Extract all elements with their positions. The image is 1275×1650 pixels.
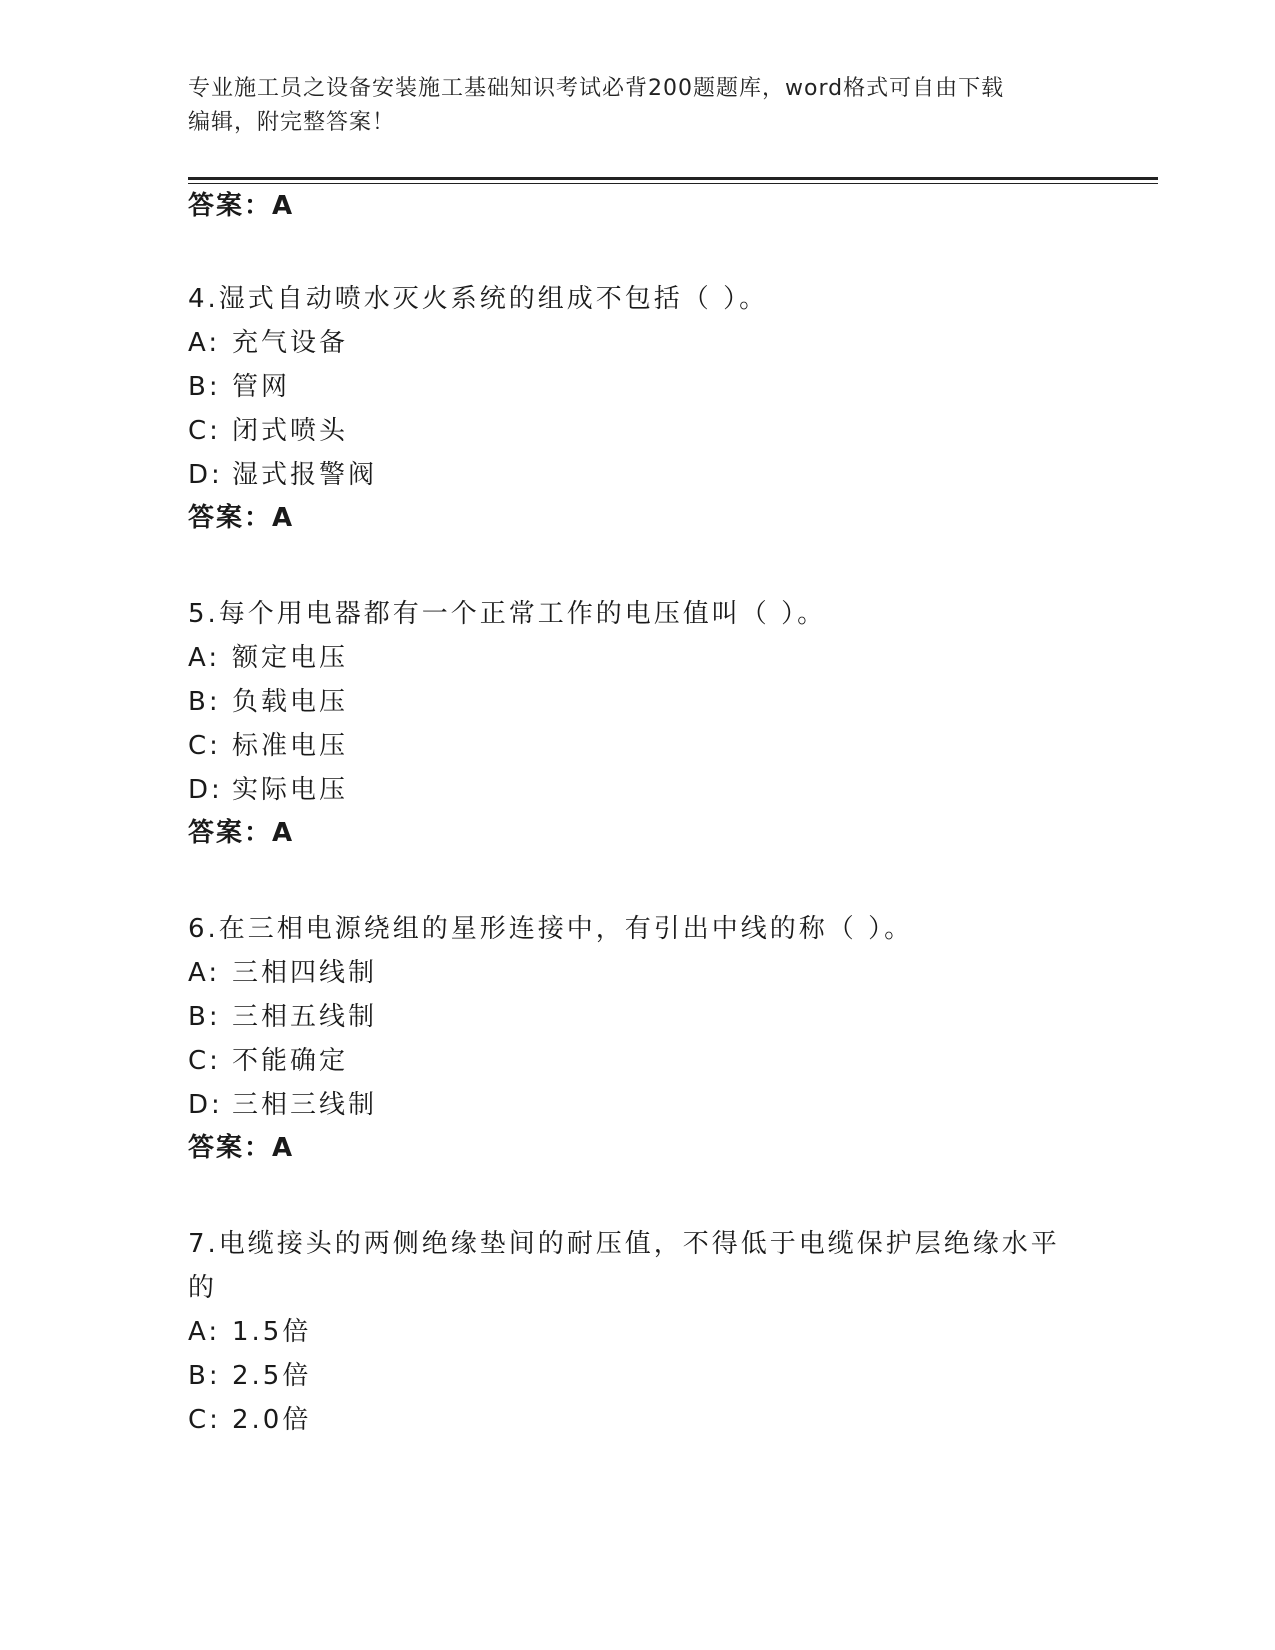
question-5-answer: 答案：A bbox=[188, 818, 295, 848]
option-key: A: bbox=[188, 958, 221, 988]
option-text: 2.5倍 bbox=[232, 1361, 312, 1391]
question-6-option-b bbox=[188, 999, 377, 1035]
question-6-option-d bbox=[188, 1087, 377, 1123]
question-6-answer: 答案：A bbox=[188, 1133, 295, 1163]
option-text: 标准电压 bbox=[232, 731, 349, 761]
header-title-line-2: 编辑，附完整答案！ bbox=[188, 110, 396, 135]
document-header bbox=[188, 72, 1068, 140]
option-key: B: bbox=[188, 372, 221, 402]
option-key: C: bbox=[188, 1046, 221, 1076]
question-4-option-d bbox=[188, 457, 377, 493]
previous-answer: 答案：A bbox=[188, 191, 295, 221]
option-text: 管网 bbox=[232, 372, 291, 402]
option-text: 实际电压 bbox=[232, 775, 349, 805]
question-5-stem: 5.每个用电器都有一个正常工作的电压值叫（ ）。 bbox=[188, 599, 827, 629]
question-7-option-a bbox=[188, 1314, 311, 1350]
question-4-option-b bbox=[188, 369, 290, 405]
option-text: 充气设备 bbox=[232, 328, 349, 358]
question-7-stem-line-1: 7.电缆接头的两侧绝缘垫间的耐压值，不得低于电缆保护层绝缘水平 bbox=[188, 1229, 1060, 1259]
question-4-stem: 4.湿式自动喷水灭火系统的组成不包括（ ）。 bbox=[188, 284, 769, 314]
question-6-stem: 6.在三相电源绕组的星形连接中，有引出中线的称（ ）。 bbox=[188, 914, 914, 944]
option-text: 1.5倍 bbox=[232, 1317, 312, 1347]
question-4-answer: 答案：A bbox=[188, 503, 295, 533]
header-title-line-1: 专业施工员之设备安装施工基础知识考试必背200题题库，word格式可自由下载 bbox=[188, 76, 1005, 101]
option-text: 闭式喷头 bbox=[232, 416, 349, 446]
question-5-option-a bbox=[188, 640, 348, 676]
question-6-option-c bbox=[188, 1043, 348, 1079]
question-5-option-c bbox=[188, 728, 348, 764]
question-7-stem-line-2: 的 bbox=[188, 1273, 218, 1303]
option-key: D: bbox=[188, 460, 223, 490]
header-rule-thin bbox=[188, 183, 1158, 184]
question-7-option-b bbox=[188, 1358, 311, 1394]
option-key: B: bbox=[188, 687, 221, 717]
option-key: C: bbox=[188, 1405, 221, 1435]
question-5-option-d bbox=[188, 772, 348, 808]
question-4-option-c bbox=[188, 413, 348, 449]
option-text: 负载电压 bbox=[232, 687, 349, 717]
option-text: 2.0倍 bbox=[232, 1405, 312, 1435]
option-text: 三相五线制 bbox=[232, 1002, 378, 1032]
option-key: A: bbox=[188, 1317, 221, 1347]
option-key: A: bbox=[188, 328, 221, 358]
option-key: B: bbox=[188, 1361, 221, 1391]
question-7-option-c bbox=[188, 1402, 311, 1438]
option-text: 三相三线制 bbox=[232, 1090, 378, 1120]
option-key: A: bbox=[188, 643, 221, 673]
option-key: D: bbox=[188, 775, 223, 805]
option-key: C: bbox=[188, 416, 221, 446]
option-key: C: bbox=[188, 731, 221, 761]
option-text: 不能确定 bbox=[232, 1046, 349, 1076]
option-text: 额定电压 bbox=[232, 643, 349, 673]
question-5-option-b bbox=[188, 684, 348, 720]
option-key: D: bbox=[188, 1090, 223, 1120]
option-text: 湿式报警阀 bbox=[232, 460, 378, 490]
question-4-option-a bbox=[188, 325, 348, 361]
header-rule-thick bbox=[188, 177, 1158, 180]
option-text: 三相四线制 bbox=[232, 958, 378, 988]
option-key: B: bbox=[188, 1002, 221, 1032]
question-6-option-a bbox=[188, 955, 377, 991]
